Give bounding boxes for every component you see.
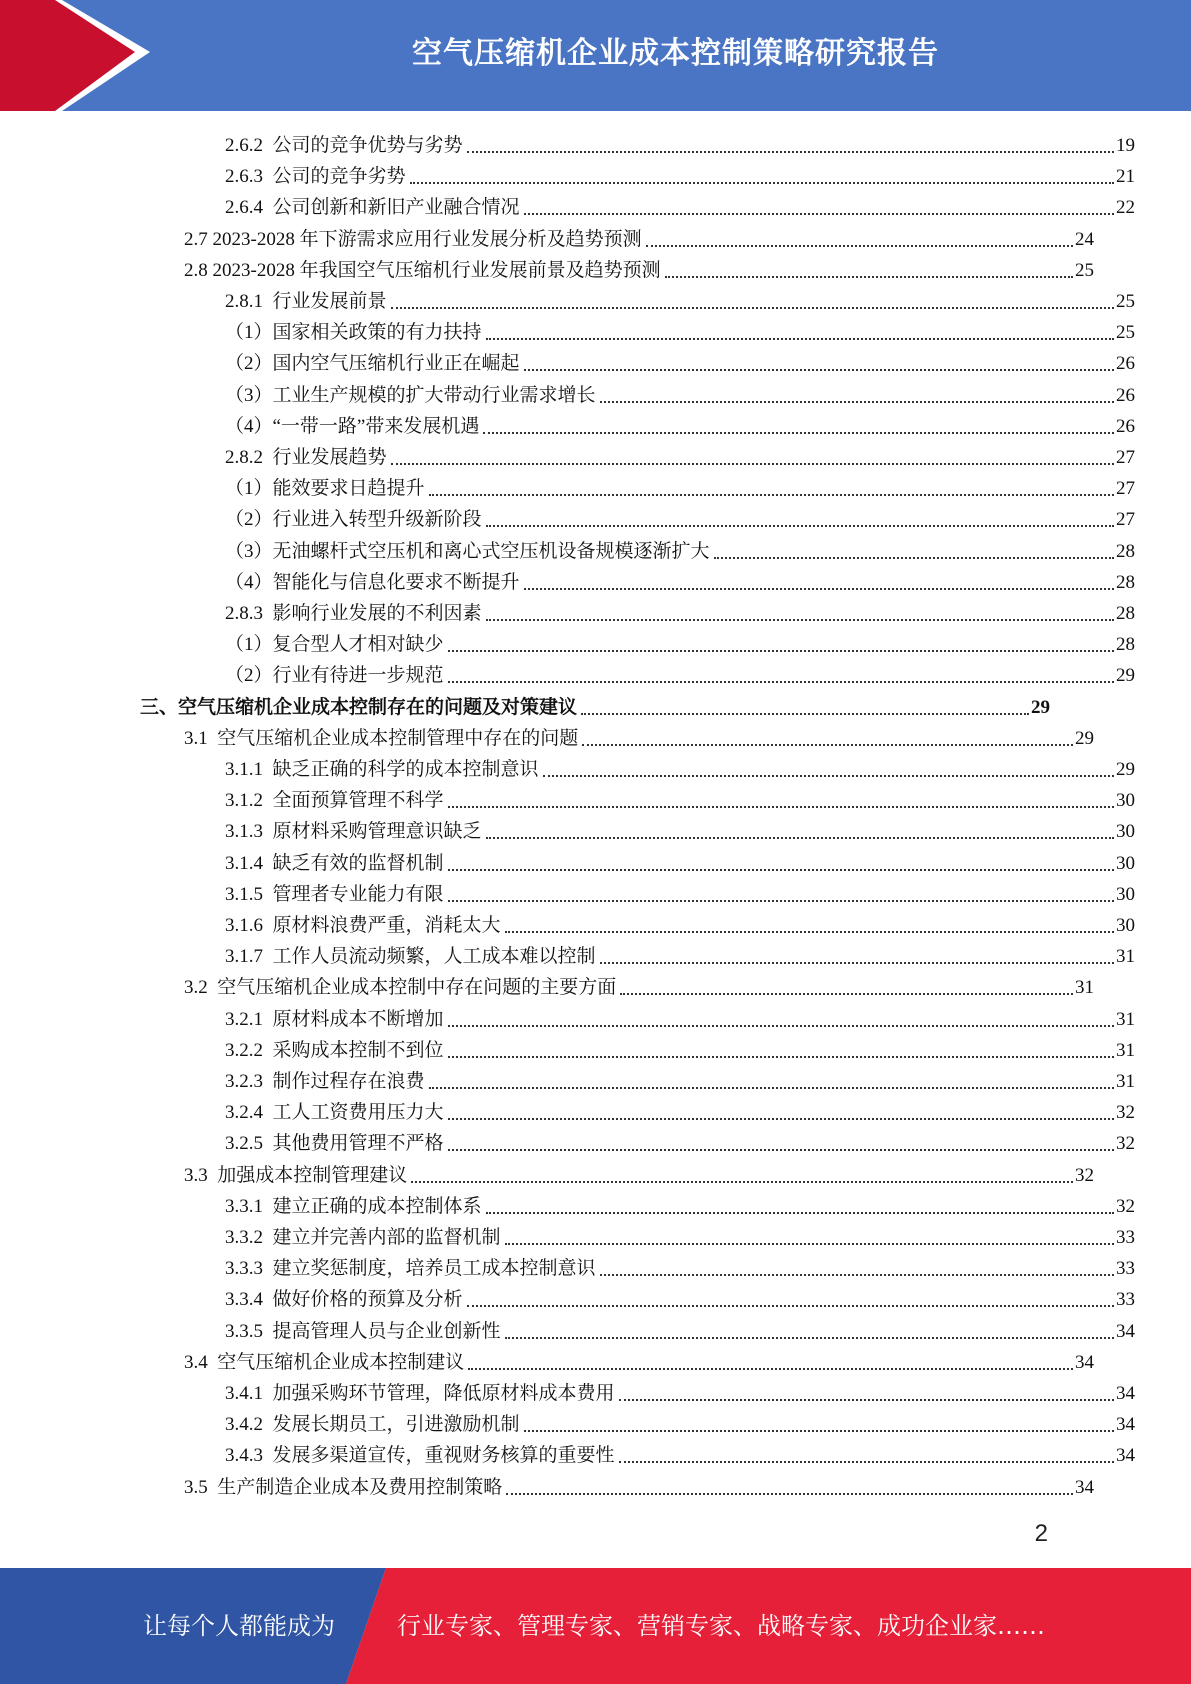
dot-leader xyxy=(486,1212,1114,1214)
toc-entry-page: 26 xyxy=(1116,415,1135,437)
toc-entry-page: 21 xyxy=(1116,166,1135,188)
toc-entry-page: 31 xyxy=(1116,946,1135,968)
toc-entry-page: 29 xyxy=(1116,759,1135,780)
dot-leader xyxy=(524,369,1114,371)
toc-entry-page: 22 xyxy=(1116,197,1135,219)
toc-entry-page: 31 xyxy=(1116,1071,1135,1092)
toc-entry-page: 27 xyxy=(1116,478,1135,500)
dot-leader xyxy=(448,681,1114,683)
toc-entry-page: 34 xyxy=(1075,1476,1094,1498)
dot-leader xyxy=(505,1337,1114,1339)
toc-entry-title: 三、空气压缩机企业成本控制存在的问题及对策建议 xyxy=(140,696,578,718)
toc-entry[interactable] xyxy=(140,813,1135,844)
toc-entry-title: （1）复合型人才相对缺少 xyxy=(225,634,444,656)
dot-leader xyxy=(505,1243,1114,1245)
dot-leader xyxy=(619,1461,1114,1463)
toc-entry-title: 3.3.4 做好价格的预算及分析 xyxy=(225,1289,463,1311)
dot-leader xyxy=(486,619,1114,621)
toc-entry-title: 2.8 2023-2028 年我国空气压缩机行业发展前景及趋势预测 xyxy=(184,259,661,281)
dot-leader xyxy=(467,151,1114,153)
toc-entry-page: 30 xyxy=(1116,821,1135,843)
toc-entry-title: 2.7 2023-2028 年下游需求应用行业发展分析及趋势预测 xyxy=(184,228,642,250)
toc-entry-page: 29 xyxy=(1031,696,1050,718)
dot-leader xyxy=(429,1087,1114,1089)
toc-entry[interactable] xyxy=(140,564,1135,595)
toc-entry-title: 3.1.6 原材料浪费严重，消耗太大 xyxy=(225,915,501,936)
toc-entry-page: 29 xyxy=(1116,665,1135,687)
toc-entry-page: 27 xyxy=(1116,509,1135,531)
toc-entry-title: 3.1.2 全面预算管理不科学 xyxy=(225,790,444,812)
toc-entry-title: 2.8.1 行业发展前景 xyxy=(225,291,387,312)
dot-leader xyxy=(391,463,1114,465)
toc-entry-page: 28 xyxy=(1116,634,1135,656)
toc-entry-page: 25 xyxy=(1116,322,1135,344)
toc-entry-title: 2.8.3 影响行业发展的不利因素 xyxy=(225,603,482,624)
toc-entry-page: 33 xyxy=(1116,1227,1135,1248)
toc-entry[interactable] xyxy=(140,1437,1135,1468)
toc-entry-title: 2.6.4 公司创新和新旧产业融合情况 xyxy=(225,197,520,219)
toc-entry-title: 3.1.1 缺乏正确的科学的成本控制意识 xyxy=(225,759,539,780)
toc-entry-page: 33 xyxy=(1116,1289,1135,1311)
dot-leader xyxy=(714,557,1114,559)
toc-entry-page: 34 xyxy=(1116,1414,1135,1436)
toc-entry-title: 3.5 生产制造企业成本及费用控制策略 xyxy=(184,1476,503,1498)
toc-entry[interactable] xyxy=(140,221,1094,252)
toc-entry-title: 3.2.2 采购成本控制不到位 xyxy=(225,1039,444,1061)
toc-entry-title: （3）工业生产规模的扩大带动行业需求增长 xyxy=(225,384,596,406)
dot-leader xyxy=(506,1493,1073,1495)
toc-entry[interactable] xyxy=(140,1188,1135,1219)
toc-entry-title: （2）行业进入转型升级新阶段 xyxy=(225,509,482,531)
toc-entry-page: 28 xyxy=(1116,540,1135,562)
footer-slogan-right: 行业专家、管理专家、营销专家、战略专家、成功企业家…… xyxy=(397,1612,1045,1640)
toc-entry-title: 3.1.4 缺乏有效的监督机制 xyxy=(225,852,444,874)
toc-entry-page: 28 xyxy=(1116,603,1135,624)
dot-leader xyxy=(448,806,1114,808)
toc-entry[interactable] xyxy=(140,1281,1135,1312)
toc-entry-page: 25 xyxy=(1075,259,1094,281)
toc-entry[interactable] xyxy=(140,969,1094,1000)
footer-slogan-left: 让每个人都能成为 xyxy=(143,1612,335,1640)
toc-entry[interactable] xyxy=(140,782,1135,813)
toc-entry-page: 26 xyxy=(1116,353,1135,375)
dot-leader xyxy=(486,837,1114,839)
dot-leader xyxy=(448,869,1114,871)
toc-entry-title: 3.2.4 工人工资费用压力大 xyxy=(225,1102,444,1124)
toc-entry-page: 30 xyxy=(1116,852,1135,874)
toc-entry-page: 24 xyxy=(1075,228,1094,250)
page-number: 2 xyxy=(1034,1520,1048,1547)
toc-entry[interactable] xyxy=(140,1219,1135,1250)
dot-leader xyxy=(468,1368,1073,1370)
toc-entry-page: 25 xyxy=(1116,291,1135,312)
dot-leader xyxy=(620,993,1073,995)
toc-entry-title: 3.4.3 发展多渠道宣传，重视财务核算的重要性 xyxy=(225,1445,615,1467)
dot-leader xyxy=(483,432,1114,434)
dot-leader xyxy=(524,1430,1114,1432)
toc-entry-title: 2.6.3 公司的竞争劣势 xyxy=(225,166,406,188)
toc-entry[interactable] xyxy=(140,1094,1135,1125)
toc-entry[interactable] xyxy=(140,439,1135,470)
toc-entry-title: （4）“一带一路”带来发展机遇 xyxy=(225,415,480,437)
toc-entry-title: （4）智能化与信息化要求不断提升 xyxy=(225,571,520,593)
toc-entry[interactable] xyxy=(140,1375,1135,1406)
toc-entry-page: 30 xyxy=(1116,915,1135,936)
dot-leader xyxy=(448,650,1114,652)
dot-leader xyxy=(448,1025,1114,1027)
toc-entry-title: 3.3.5 提高管理人员与企业创新性 xyxy=(225,1320,501,1342)
toc-entry-page: 34 xyxy=(1116,1383,1135,1404)
dot-leader xyxy=(543,775,1114,777)
toc-entry-page: 34 xyxy=(1116,1445,1135,1467)
toc-entry[interactable] xyxy=(140,1250,1135,1281)
toc-entry-title: （2）国内空气压缩机行业正在崛起 xyxy=(225,353,520,375)
toc-entry[interactable] xyxy=(140,1469,1094,1500)
report-title: 空气压缩机企业成本控制策略研究报告 xyxy=(412,36,939,71)
dot-leader xyxy=(646,245,1073,247)
toc-entry-page: 28 xyxy=(1116,571,1135,593)
toc-entry[interactable] xyxy=(140,127,1135,158)
toc-entry-title: 3.1.5 管理者专业能力有限 xyxy=(225,883,444,905)
dot-leader xyxy=(448,1056,1114,1058)
dot-leader xyxy=(505,931,1114,933)
dot-leader xyxy=(619,1399,1114,1401)
toc-entry-title: 3.3.3 建立奖惩制度，培养员工成本控制意识 xyxy=(225,1258,596,1280)
toc-entry-title: 3.3.1 建立正确的成本控制体系 xyxy=(225,1195,482,1217)
toc-entry-title: 3.1.3 原材料采购管理意识缺乏 xyxy=(225,821,482,843)
toc-entry[interactable] xyxy=(140,845,1135,876)
toc-entry-page: 30 xyxy=(1116,883,1135,905)
toc-entry[interactable] xyxy=(140,1157,1094,1188)
dot-leader xyxy=(411,1181,1073,1183)
toc-entry-title: 3.2 空气压缩机企业成本控制中存在问题的主要方面 xyxy=(184,977,617,999)
toc-entry-page: 31 xyxy=(1116,1039,1135,1061)
toc-entry-page: 32 xyxy=(1116,1133,1135,1155)
toc-entry-page: 32 xyxy=(1075,1164,1094,1186)
dot-leader xyxy=(410,182,1114,184)
toc-entry-page: 31 xyxy=(1075,977,1094,999)
toc-entry[interactable] xyxy=(140,1125,1135,1156)
toc-entry-title: 3.2.1 原材料成本不断增加 xyxy=(225,1008,444,1030)
toc-entry[interactable] xyxy=(140,314,1135,345)
toc-entry-page: 30 xyxy=(1116,790,1135,812)
toc-entry-page: 34 xyxy=(1075,1351,1094,1373)
toc-entry-page: 26 xyxy=(1116,384,1135,406)
toc-entry[interactable] xyxy=(140,907,1135,938)
dot-leader xyxy=(524,213,1114,215)
toc-entry[interactable] xyxy=(140,408,1135,439)
page-footer xyxy=(0,1568,1191,1684)
toc-entry-title: 2.8.2 行业发展趋势 xyxy=(225,447,387,468)
toc-entry[interactable] xyxy=(140,189,1135,220)
toc-entry-title: （3）无油螺杆式空压机和离心式空压机设备规模逐渐扩大 xyxy=(225,540,710,562)
toc-entry-page: 32 xyxy=(1116,1102,1135,1124)
toc-entry[interactable] xyxy=(140,1313,1135,1344)
toc-entry-page: 31 xyxy=(1116,1008,1135,1030)
dot-leader xyxy=(581,713,1029,715)
toc-entry-title: （2）行业有待进一步规范 xyxy=(225,665,444,687)
toc-entry[interactable] xyxy=(140,377,1135,408)
toc-entry-title: 3.2.5 其他费用管理不严格 xyxy=(225,1133,444,1155)
dot-leader xyxy=(486,525,1114,527)
toc-entry-title: （1）能效要求日趋提升 xyxy=(225,478,425,500)
toc-entry[interactable] xyxy=(140,657,1135,688)
dot-leader xyxy=(582,744,1073,746)
toc-entry[interactable] xyxy=(140,158,1135,189)
toc-entry-page: 19 xyxy=(1116,135,1135,156)
toc-entry-page: 29 xyxy=(1075,727,1094,749)
toc-entry[interactable] xyxy=(140,626,1135,657)
dot-leader xyxy=(467,1305,1114,1307)
toc-entry[interactable] xyxy=(140,501,1135,532)
toc-entry[interactable] xyxy=(140,1001,1135,1032)
toc-entry-page: 32 xyxy=(1116,1195,1135,1217)
toc-entry-page: 33 xyxy=(1116,1258,1135,1280)
toc-entry-title: 3.4.2 发展长期员工，引进激励机制 xyxy=(225,1414,520,1436)
toc-entry-title: 2.6.2 公司的竞争优势与劣势 xyxy=(225,135,463,156)
toc-entry[interactable] xyxy=(140,1406,1135,1437)
toc-entry[interactable] xyxy=(140,252,1094,283)
toc-entry[interactable] xyxy=(140,533,1135,564)
dot-leader xyxy=(448,1118,1114,1120)
toc-entry[interactable] xyxy=(140,470,1135,501)
toc-entry[interactable] xyxy=(140,283,1135,314)
dot-leader xyxy=(600,401,1114,403)
dot-leader xyxy=(391,307,1114,309)
toc-entry[interactable] xyxy=(140,1344,1094,1375)
toc-entry-title: 3.1.7 工作人员流动频繁，人工成本难以控制 xyxy=(225,946,596,968)
toc-entry-title: 3.3 加强成本控制管理建议 xyxy=(184,1164,408,1186)
toc-entry[interactable] xyxy=(140,1032,1135,1063)
toc-entry[interactable] xyxy=(140,938,1135,969)
dot-leader xyxy=(600,1274,1114,1276)
toc-entry-title: （1）国家相关政策的有力扶持 xyxy=(225,322,482,344)
toc-entry-title: 3.1 空气压缩机企业成本控制管理中存在的问题 xyxy=(184,727,579,749)
page-header xyxy=(0,0,1191,111)
dot-leader xyxy=(486,338,1114,340)
toc-entry[interactable] xyxy=(140,595,1135,626)
toc-entry[interactable] xyxy=(140,876,1135,907)
toc-entry[interactable] xyxy=(140,689,1050,720)
toc-entry[interactable] xyxy=(140,751,1135,782)
toc-entry-title: 3.3.2 建立并完善内部的监督机制 xyxy=(225,1227,501,1248)
toc-entry-page: 27 xyxy=(1116,447,1135,468)
chevron-arrow-icon xyxy=(0,0,160,111)
dot-leader xyxy=(448,900,1114,902)
toc-entry-title: 3.4 空气压缩机企业成本控制建议 xyxy=(184,1351,465,1373)
dot-leader xyxy=(448,1149,1114,1151)
toc-entry-title: 3.4.1 加强采购环节管理，降低原材料成本费用 xyxy=(225,1383,615,1404)
toc-entry[interactable] xyxy=(140,720,1094,751)
toc-entry-page: 34 xyxy=(1116,1320,1135,1342)
dot-leader xyxy=(600,962,1114,964)
toc-entry-title: 3.2.3 制作过程存在浪费 xyxy=(225,1071,425,1092)
dot-leader xyxy=(524,588,1114,590)
toc-entry[interactable] xyxy=(140,1063,1135,1094)
toc-entry[interactable] xyxy=(140,345,1135,376)
dot-leader xyxy=(665,276,1073,278)
dot-leader xyxy=(429,494,1114,496)
